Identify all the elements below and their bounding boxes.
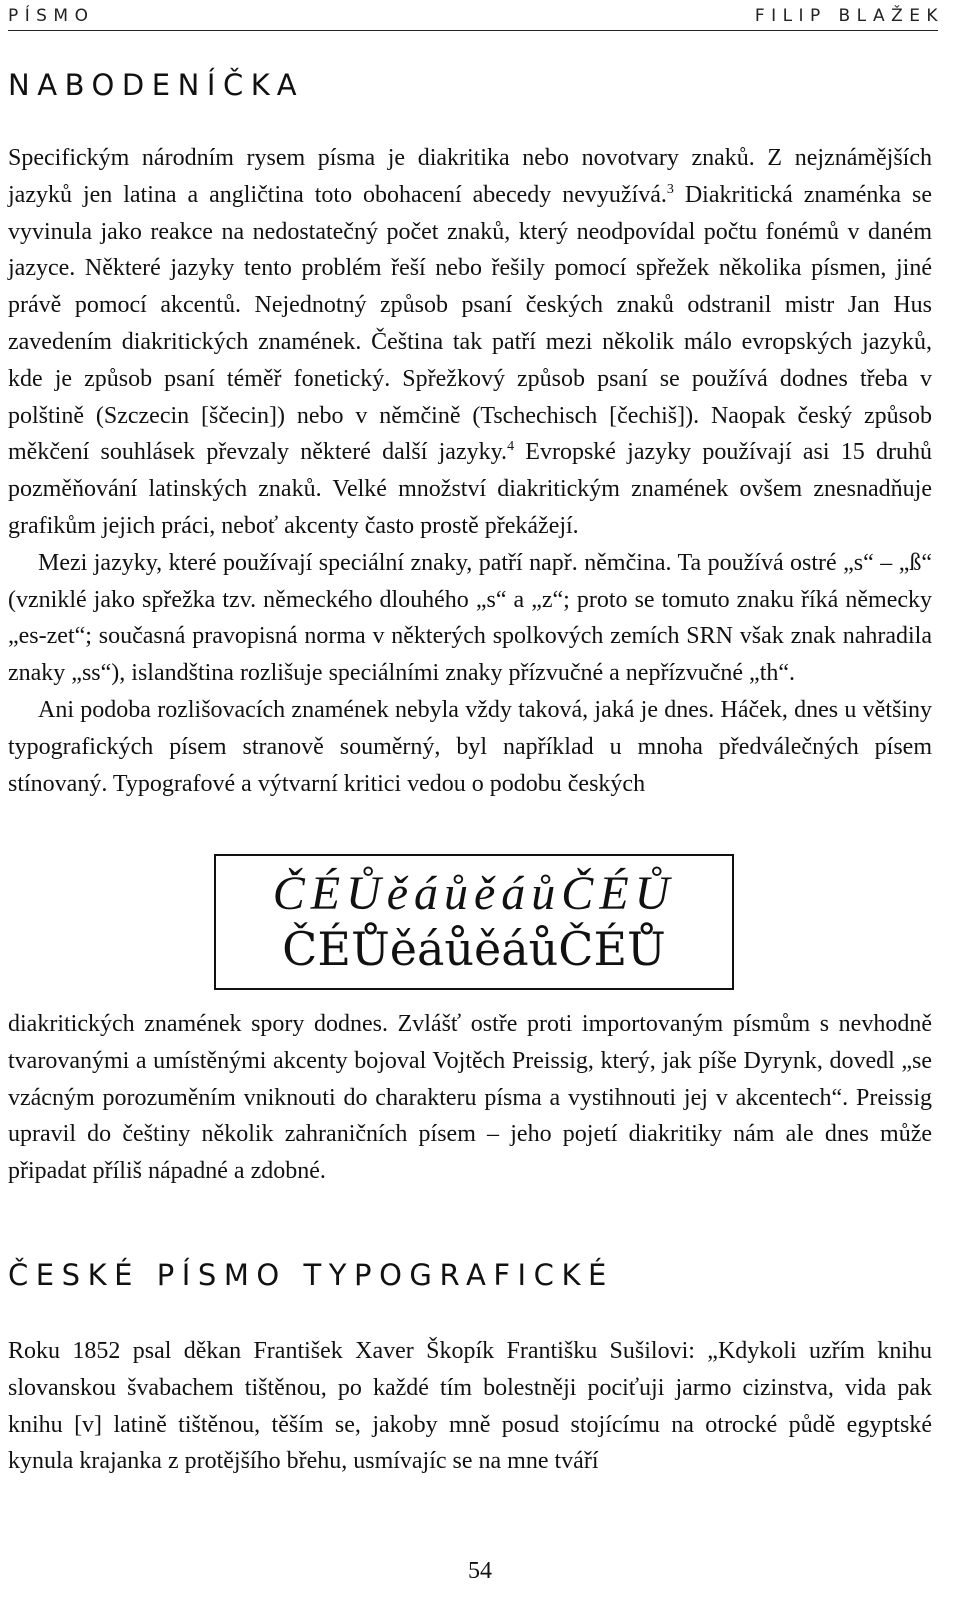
body-text-diacritics — [8, 140, 932, 802]
paragraph-1-part-a: Specifickým národním rysem písma je diakritika nebo novotvary znaků. Z nejznámějších jazyků jen latina a angličtina toto obohacení abecedy nevyužívá. — [8, 145, 932, 208]
footnote-ref-4[interactable]: 4 — [507, 439, 515, 455]
section-heading-czech-typeface: ČESKÉ PÍSMO TYPOGRAFICKÉ — [8, 1258, 614, 1292]
paragraph-1 — [8, 140, 932, 545]
specimen-row-shaded-accents: ČÉŮěáůěáůČÉŮ — [272, 867, 676, 920]
paragraph-1-part-c: Evropské jazyky používají asi 15 druhů pozměňování latinských znaků. Velké množství diakritickým znamének ovšem znesnadňuje grafikům jejich práci, neboť akcenty často prostě překážejí. — [8, 439, 933, 539]
running-header-author: FILIP BLAŽEK — [754, 6, 944, 26]
paragraph-5: Roku 1852 psal děkan František Xaver Škopík Františku Sušilovi: „Kdykoli uzřím knihu slovanskou švabachem tištěnou, po každé tím bolestněji pociťuji jarmo cizinstva, vida pak knihu [v] latině tištěnou, těším se, jakoby mně posud stojícímu na otrocké půdě egyptské kynula krajanka z protějšího břehu, usmívajíc se na mne tváří — [8, 1338, 932, 1475]
page-number: 54 — [468, 1558, 492, 1584]
specimen-row-symmetric-accents: ČÉŮěáůěáůČÉŮ — [282, 922, 666, 976]
running-header — [8, 4, 944, 31]
paragraph-3: Ani podoba rozlišovacích znamének nebyla vždy taková, jaká je dnes. Háček, dnes u většiny typografických písem stranově souměrný, byl například u mnoha předválečných písem stínovaný. Typografové a výtvarní kritici vedou o podobu českých — [8, 696, 932, 797]
body-text-diacritics-continued — [8, 1006, 932, 1190]
footnote-ref-3[interactable]: 3 — [666, 181, 674, 197]
running-header-title: PÍSMO — [8, 6, 95, 26]
section-heading-diacritics: NABODENÍČKA — [8, 68, 305, 102]
paragraph-4: diakritických znamének spory dodnes. Zvlášť ostře proti importovaným písmům s nevhodně tvarovanými a umístěnými akcenty bojoval Vojtěch Preissig, který, jak píše Dyrynk, dovedl „se vzácným porozuměním vniknouti do charakteru písma a vystihnouti jej v akcentech“. Preissig upravil do češtiny několik zahraničních písem – jeho pojetí diakritiky nám ale dnes může připadat příliš nápadné a zdobné. — [8, 1011, 932, 1185]
diacritics-specimen-figure — [214, 854, 734, 990]
body-text-czech-typeface — [8, 1333, 932, 1480]
paragraph-1-part-b: Diakritická znaménka se vyvinula jako reakce na nedostatečný počet znaků, který neodpovídal počtu fonémů v daném jazyce. Některé jazyky tento problém řeší nebo řešily pomocí spřežek několika písmen, jiné právě pomocí akcentů. Nejednotný způsob psaní českých znaků odstranil mistr Jan Hus zavedením diakritických znamének. Čeština tak patří mezi několik málo evropských jazyků, kde je způsob psaní téměř fonetický. Spřežkový způsob psaní se používá dodnes třeba v polštině (Szczecin [ščecin]) nebo v němčině (Tschechisch [čechiš]). Naopak český způsob měkčení souhlásek převzaly některé další jazyky. — [8, 181, 932, 466]
paragraph-2: Mezi jazyky, které používají speciální znaky, patří např. němčina. Ta používá ostré „s“ – „ß“ (vzniklé jako spřežka tzv. německého dlouhého „s“ a „z“; proto se tomuto znaku říká německy „es-zet“; současná pravopisná norma v některých spolkových zemích SRN však znak nahradila znaky „ss“), islandština rozlišuje speciálními znaky přízvučné a nepřízvučné „th“. — [8, 549, 932, 687]
